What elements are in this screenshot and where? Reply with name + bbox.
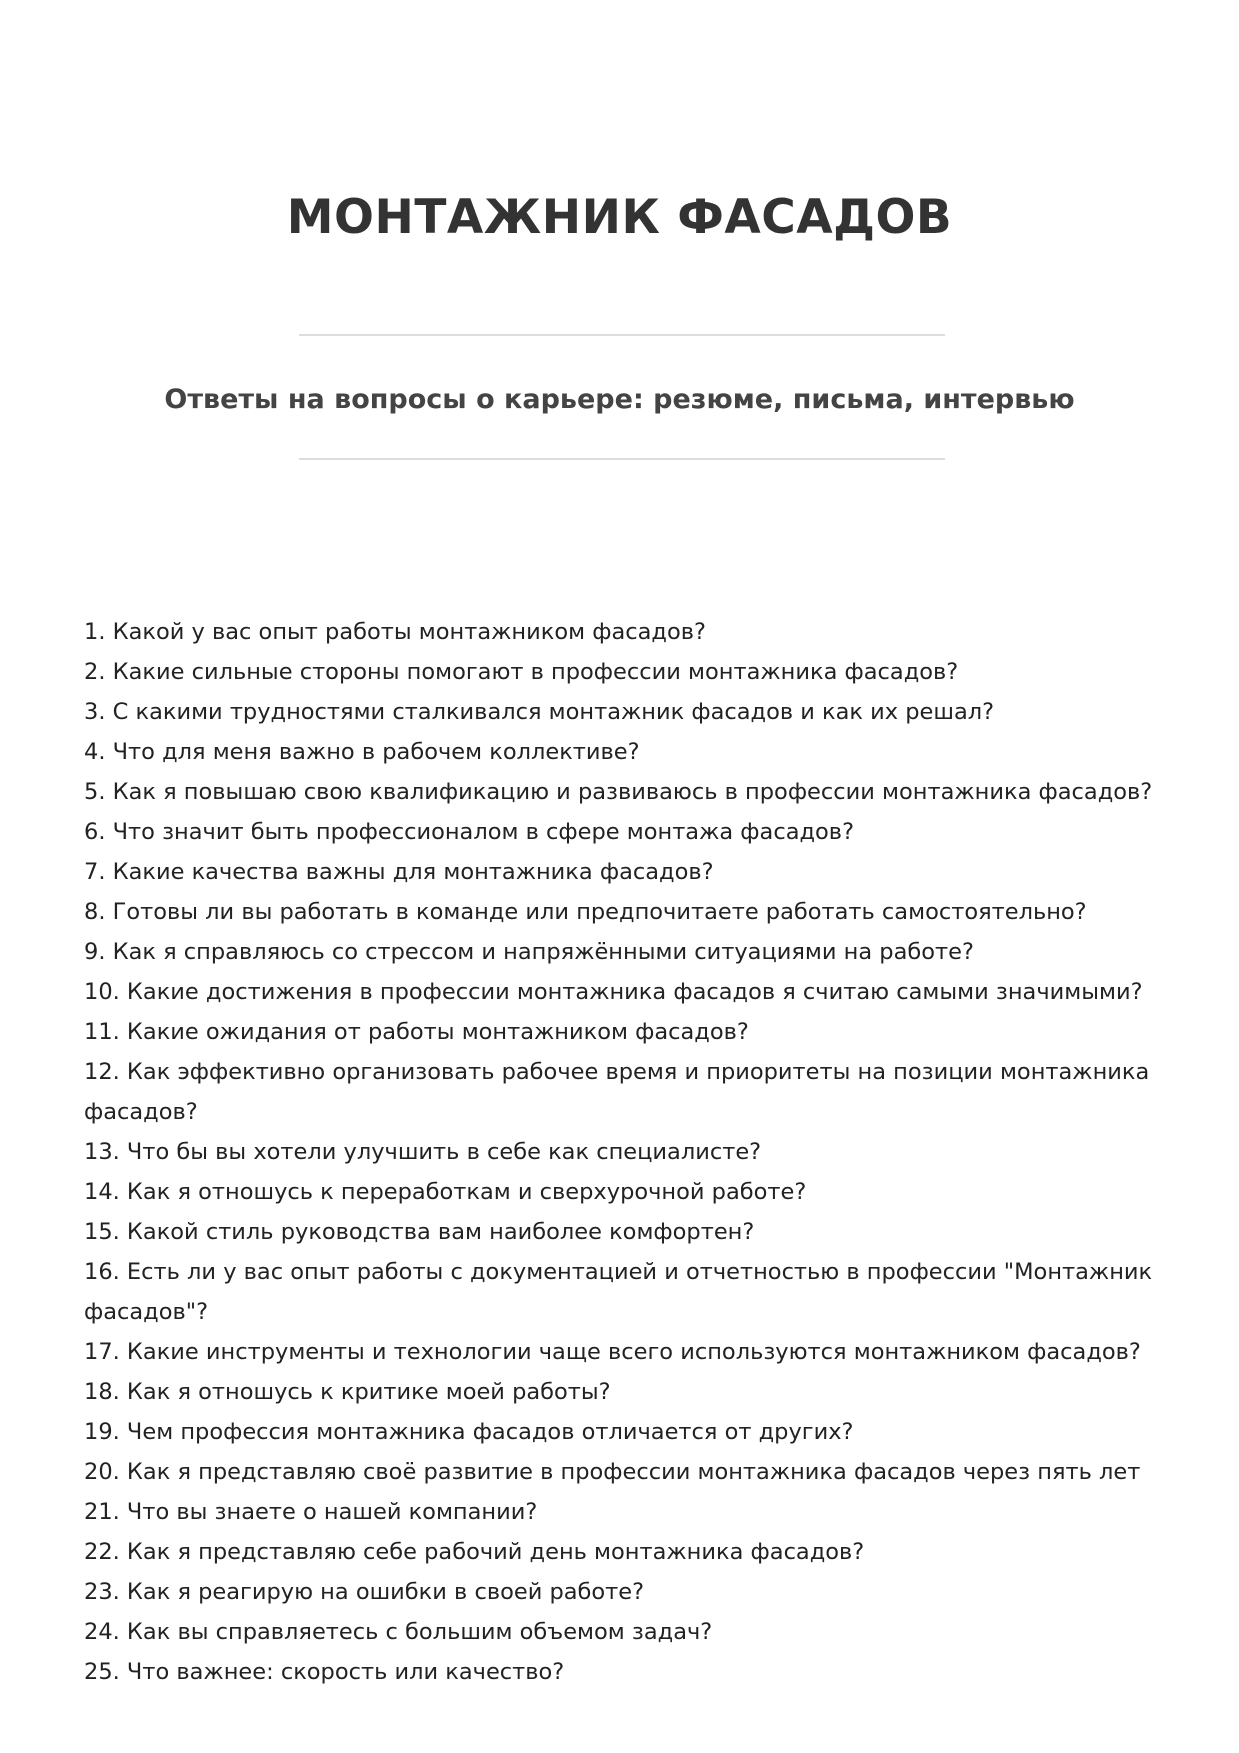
list-item: 16. Есть ли у вас опыт работы с документацией и отчетностью в профессии "Монтажник фасадов"? — [84, 1259, 1153, 1325]
list-item: 21. Что вы знаете о нашей компании? — [84, 1499, 538, 1525]
list-item: 6. Что значит быть профессионалом в сфере монтажа фасадов? — [84, 819, 855, 845]
list-item: 24. Как вы справляетесь с большим объемом задач? — [84, 1619, 713, 1645]
title-divider-top — [299, 334, 945, 336]
list-item: 3. С какими трудностями сталкивался монтажник фасадов и как их решал? — [84, 699, 995, 725]
list-item: 7. Какие качества важны для монтажника фасадов? — [84, 859, 714, 885]
list-item: 22. Как я представляю себе рабочий день монтажника фасадов? — [84, 1539, 865, 1565]
list-item: 18. Как я отношусь к критике моей работы? — [84, 1379, 611, 1405]
list-item: 15. Какой стиль руководства вам наиболее комфортен? — [84, 1219, 755, 1245]
list-item: 13. Что бы вы хотели улучшить в себе как специалисте? — [84, 1139, 762, 1165]
questions-list — [84, 612, 1164, 1692]
list-item: 23. Как я реагирую на ошибки в своей работе? — [84, 1579, 645, 1605]
list-item: 12. Как эффективно организовать рабочее время и приоритеты на позиции монтажника фасадов? — [84, 1059, 1150, 1125]
list-item: 5. Как я повышаю свою квалификацию и развиваюсь в профессии монтажника фасадов? — [84, 779, 1153, 805]
list-item: 1. Какой у вас опыт работы монтажником фасадов? — [84, 619, 706, 645]
list-item: 11. Какие ожидания от работы монтажником фасадов? — [84, 1019, 749, 1045]
list-item: 10. Какие достижения в профессии монтажника фасадов я считаю самыми значимыми? — [84, 979, 1143, 1005]
list-item: 20. Как я представляю своё развитие в профессии монтажника фасадов через пять лет — [84, 1459, 1141, 1485]
list-item: 14. Как я отношусь к переработкам и сверхурочной работе? — [84, 1179, 807, 1205]
list-item: 2. Какие сильные стороны помогают в профессии монтажника фасадов? — [84, 659, 959, 685]
list-item: 19. Чем профессия монтажника фасадов отличается от других? — [84, 1419, 854, 1445]
page-subtitle: Ответы на вопросы о карьере: резюме, письма, интервью — [164, 384, 1075, 415]
list-item: 25. Что важнее: скорость или качество? — [84, 1659, 565, 1685]
page-title: МОНТАЖНИК ФАСАДОВ — [286, 190, 953, 245]
list-item: 9. Как я справляюсь со стрессом и напряжёнными ситуациями на работе? — [84, 939, 974, 965]
list-item: 17. Какие инструменты и технологии чаще всего используются монтажником фасадов? — [84, 1339, 1141, 1365]
list-item: 8. Готовы ли вы работать в команде или предпочитаете работать самостоятельно? — [84, 899, 1087, 925]
list-item: 4. Что для меня важно в рабочем коллективе? — [84, 739, 640, 765]
title-divider-bottom — [299, 458, 945, 460]
